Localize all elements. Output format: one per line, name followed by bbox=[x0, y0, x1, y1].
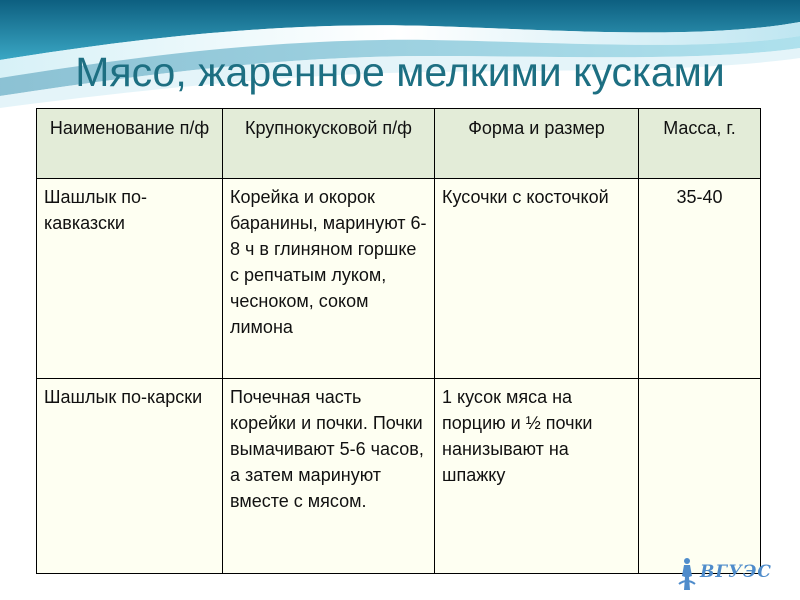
header-shape: Форма и размер bbox=[435, 109, 639, 179]
table-header-row bbox=[37, 109, 761, 179]
cell-source: Почечная часть корейки и почки. Почки вымачивают 5-6 часов, а затем маринуют вместе с мясом. bbox=[223, 379, 435, 574]
header-source: Крупнокусковой п/ф bbox=[223, 109, 435, 179]
header-mass: Масса, г. bbox=[639, 109, 761, 179]
cell-shape: 1 кусок мяса на порцию и ½ почки нанизывают на шпажку bbox=[435, 379, 639, 574]
cell-source: Корейка и окорок баранины, маринуют 6-8 ч в глиняном горшке с репчатым луком, чесноком, соком лимона bbox=[223, 179, 435, 379]
cell-name: Шашлык по-кавказски bbox=[37, 179, 223, 379]
cell-shape: Кусочки с косточкой bbox=[435, 179, 639, 379]
header-name: Наименование п/ф bbox=[37, 109, 223, 179]
cell-mass: 35-40 bbox=[639, 179, 761, 379]
cell-name: Шашлык по-карски bbox=[37, 379, 223, 574]
logo-text: ВГУЭС bbox=[700, 562, 772, 582]
data-table bbox=[36, 108, 761, 574]
cell-mass bbox=[639, 379, 761, 574]
logo-figure-icon bbox=[676, 556, 698, 592]
table-row bbox=[37, 379, 761, 574]
slide-title: Мясо, жаренное мелкими кусками bbox=[75, 49, 725, 95]
university-logo bbox=[676, 556, 772, 592]
table-row bbox=[37, 179, 761, 379]
